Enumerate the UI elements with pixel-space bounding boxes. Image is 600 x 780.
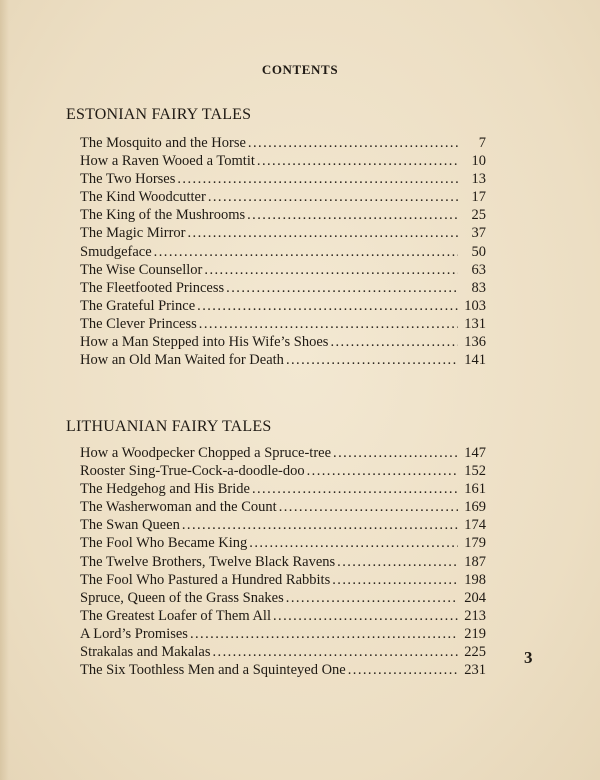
section-heading-lithuanian: LITHUANIAN FAIRY TALES bbox=[66, 418, 272, 435]
toc-entry bbox=[80, 661, 486, 679]
dot-leader bbox=[273, 607, 458, 625]
toc-entry-page-number: 231 bbox=[464, 662, 486, 679]
contents-title: CONTENTS bbox=[261, 62, 339, 77]
toc-list-lithuanian bbox=[80, 444, 486, 679]
dot-leader bbox=[249, 534, 458, 552]
toc-entry-title: A Lord’s Promises bbox=[80, 625, 188, 642]
toc-entry-page-number: 152 bbox=[464, 463, 486, 480]
toc-entry bbox=[80, 206, 486, 224]
toc-entry bbox=[80, 607, 486, 625]
toc-entry-page-number: 187 bbox=[464, 553, 486, 570]
toc-entry bbox=[80, 643, 486, 661]
dot-leader bbox=[286, 589, 458, 607]
dot-leader bbox=[348, 661, 458, 679]
page-number: 3 bbox=[524, 648, 533, 667]
dot-leader bbox=[154, 243, 458, 261]
toc-entry-title: The Magic Mirror bbox=[80, 225, 186, 242]
toc-entry-page-number: 25 bbox=[471, 207, 486, 224]
dot-leader bbox=[330, 333, 458, 351]
toc-entry-page-number: 10 bbox=[471, 153, 486, 170]
toc-entry bbox=[80, 444, 486, 462]
toc-entry bbox=[80, 261, 486, 279]
toc-entry-page-number: 50 bbox=[471, 243, 486, 260]
dot-leader bbox=[212, 643, 458, 661]
toc-entry-page-number: 174 bbox=[464, 517, 486, 534]
dot-leader bbox=[208, 188, 458, 206]
toc-entry-title: The Twelve Brothers, Twelve Black Ravens bbox=[80, 553, 336, 570]
toc-entry-title: Strakalas and Makalas bbox=[80, 644, 211, 661]
toc-entry-title: The Two Horses bbox=[80, 171, 176, 188]
toc-entry-page-number: 63 bbox=[471, 261, 486, 278]
toc-entry-page-number: 213 bbox=[464, 607, 486, 624]
toc-entry-title: The Kind Woodcutter bbox=[80, 189, 206, 206]
toc-entry-title: How a Raven Wooed a Tomtit bbox=[80, 153, 255, 170]
toc-list-estonian bbox=[80, 134, 486, 369]
dot-leader bbox=[257, 152, 458, 170]
toc-entry-page-number: 13 bbox=[471, 171, 486, 188]
toc-entry-title: The Washerwoman and the Count bbox=[80, 499, 277, 516]
toc-entry-title: Spruce, Queen of the Grass Snakes bbox=[80, 589, 284, 606]
dot-leader bbox=[307, 462, 458, 480]
toc-entry bbox=[80, 224, 486, 242]
toc-entry-title: Smudgeface bbox=[80, 243, 152, 260]
toc-entry bbox=[80, 480, 486, 498]
toc-entry bbox=[80, 351, 486, 369]
toc-entry-title: The Fool Who Pastured a Hundred Rabbits bbox=[80, 571, 331, 588]
toc-entry bbox=[80, 534, 486, 552]
toc-entry-page-number: 17 bbox=[471, 189, 486, 206]
dot-leader bbox=[177, 170, 458, 188]
toc-entry-title: The King of the Mushrooms bbox=[80, 207, 246, 224]
toc-entry-page-number: 141 bbox=[464, 352, 486, 369]
dot-leader bbox=[337, 553, 458, 571]
toc-entry bbox=[80, 170, 486, 188]
toc-entry-page-number: 161 bbox=[464, 481, 486, 498]
toc-entry-page-number: 131 bbox=[464, 315, 486, 332]
toc-entry bbox=[80, 553, 486, 571]
toc-entry-page-number: 7 bbox=[478, 135, 486, 151]
toc-entry bbox=[80, 152, 486, 170]
toc-entry-title: The Clever Princess bbox=[80, 315, 197, 332]
toc-entry-page-number: 147 bbox=[464, 445, 486, 461]
toc-entry bbox=[80, 498, 486, 516]
dot-leader bbox=[190, 625, 458, 643]
toc-entry-title: The Six Toothless Men and a Squinteyed One bbox=[80, 662, 346, 679]
toc-entry bbox=[80, 188, 486, 206]
toc-entry-page-number: 179 bbox=[464, 535, 486, 552]
toc-entry bbox=[80, 243, 486, 261]
dot-leader bbox=[226, 279, 458, 297]
toc-entry-title: Rooster Sing-True-Cock-a-doodle-doo bbox=[80, 463, 305, 480]
toc-entry-title: The Fool Who Became King bbox=[80, 535, 248, 552]
dot-leader bbox=[286, 351, 458, 369]
toc-entry-page-number: 103 bbox=[464, 297, 486, 314]
dot-leader bbox=[333, 444, 458, 462]
toc-entry bbox=[80, 134, 486, 152]
toc-entry-title: The Wise Counsellor bbox=[80, 261, 203, 278]
toc-entry-title: The Grateful Prince bbox=[80, 297, 196, 314]
toc-entry bbox=[80, 315, 486, 333]
toc-entry-page-number: 83 bbox=[471, 279, 486, 296]
toc-entry bbox=[80, 625, 486, 643]
toc-entry-page-number: 219 bbox=[464, 625, 486, 642]
toc-entry-page-number: 225 bbox=[464, 644, 486, 661]
toc-entry-page-number: 37 bbox=[471, 225, 486, 242]
toc-entry bbox=[80, 333, 486, 351]
dot-leader bbox=[252, 480, 458, 498]
toc-entry-page-number: 204 bbox=[464, 589, 486, 606]
toc-entry-page-number: 169 bbox=[464, 499, 486, 516]
toc-entry-page-number: 136 bbox=[464, 334, 486, 351]
dot-leader bbox=[182, 516, 458, 534]
toc-entry bbox=[80, 571, 486, 589]
toc-entry bbox=[80, 589, 486, 607]
dot-leader bbox=[332, 571, 458, 589]
dot-leader bbox=[197, 297, 458, 315]
dot-leader bbox=[199, 315, 458, 333]
toc-entry-title: The Swan Queen bbox=[80, 517, 180, 534]
toc-entry-title: The Mosquito and the Horse bbox=[80, 135, 246, 151]
toc-entry bbox=[80, 462, 486, 480]
toc-entry-title: The Greatest Loafer of Them All bbox=[80, 607, 271, 624]
toc-entry-title: How an Old Man Waited for Death bbox=[80, 352, 284, 369]
toc-entry bbox=[80, 516, 486, 534]
toc-entry-title: How a Woodpecker Chopped a Spruce-tree bbox=[80, 445, 332, 461]
toc-entry-title: How a Man Stepped into His Wife’s Shoes bbox=[80, 334, 329, 351]
toc-entry-title: The Hedgehog and His Bride bbox=[80, 481, 250, 498]
dot-leader bbox=[248, 134, 458, 152]
section-heading-estonian: ESTONIAN FAIRY TALES bbox=[66, 106, 252, 123]
toc-entry-page-number: 198 bbox=[464, 571, 486, 588]
toc-entry bbox=[80, 279, 486, 297]
dot-leader bbox=[279, 498, 458, 516]
page-edge-shadow bbox=[0, 0, 9, 780]
toc-entry bbox=[80, 297, 486, 315]
dot-leader bbox=[188, 224, 459, 242]
dot-leader bbox=[204, 261, 458, 279]
toc-entry-title: The Fleetfooted Princess bbox=[80, 279, 225, 296]
dot-leader bbox=[247, 206, 458, 224]
